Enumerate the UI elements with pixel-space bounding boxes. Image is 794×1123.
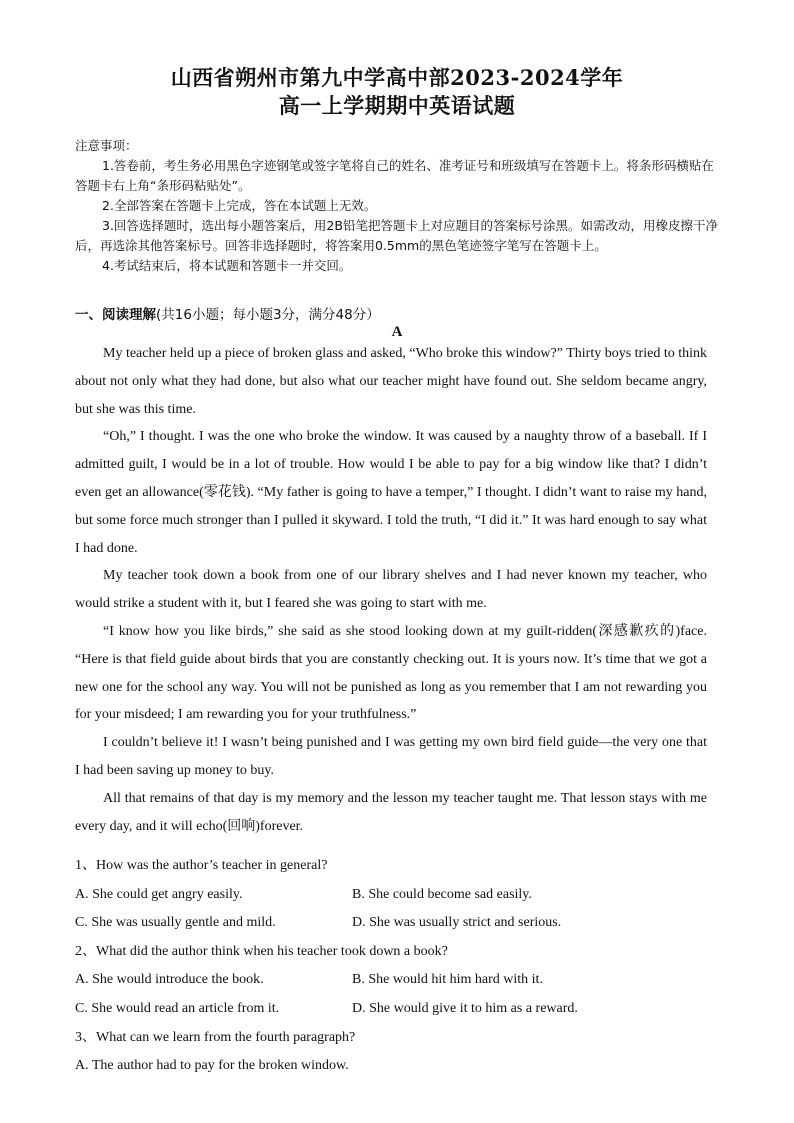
option-d: D. She was usually strict and serious. bbox=[352, 915, 562, 931]
option-c: C. She would read an article from it. bbox=[75, 1000, 280, 1016]
question-stem: 1、How was the author’s teacher in general? bbox=[75, 858, 328, 873]
option-row bbox=[75, 1052, 725, 1081]
notes-heading: 注意事项： bbox=[75, 138, 138, 153]
option-row bbox=[75, 909, 725, 938]
option-a: A. She could get angry easily. bbox=[75, 886, 243, 902]
exam-title-line1: 山西省朔州市第九中学高中部2023-2024学年 bbox=[170, 65, 624, 90]
passage-paragraph: “I know how you like birds,” she said as she stood looking down at my guilt-ridden(深感歉疚的)face. “Here is that field guide about birds that you are constantly checking out. It is yours now. It’s time that we got a new one for the school any way. You will not be punished as long as you remember that I am not rewarding you for your misdeed; I am rewarding you for your truthfulness.” bbox=[75, 623, 707, 723]
section-heading bbox=[75, 303, 725, 323]
passage-paragraph: All that remains of that day is my memory and the lesson my teacher taught me. That lesson stays with me every day, and it will echo(回响)forever. bbox=[75, 790, 707, 834]
option-a: A. She would introduce the book. bbox=[75, 972, 264, 988]
option-a: A. The author had to pay for the broken window. bbox=[75, 1058, 349, 1074]
section-detail: (共16小题；每小题3分，满分48分） bbox=[156, 307, 380, 323]
option-b: B. She could become sad easily. bbox=[352, 886, 532, 902]
passage-label: A bbox=[391, 324, 403, 340]
option-row bbox=[75, 995, 725, 1024]
question-list bbox=[75, 852, 725, 1081]
notes-item: 4.考试结束后，将本试题和答题卡一并交回。 bbox=[102, 258, 352, 273]
option-d: D. She would give it to him as a reward. bbox=[352, 1000, 578, 1016]
exam-title-line2: 高一上学期期中英语试题 bbox=[278, 93, 516, 118]
question-stem: 3、What can we learn from the fourth paragraph? bbox=[75, 1029, 356, 1045]
question-stem: 2、What did the author think when his teacher took down a book? bbox=[75, 943, 448, 959]
passage-paragraph: My teacher took down a book from one of our library shelves and I had never known my teacher, who would strike a student with it, but I feared she was going to start with me. bbox=[75, 568, 707, 612]
option-row bbox=[75, 881, 725, 910]
option-c: C. She was usually gentle and mild. bbox=[75, 915, 276, 931]
notes-item: 1.答卷前，考生务必用黑色字迹钢笔或签字笔将自己的姓名、准考证号和班级填写在答题卡上。将条形码横贴在答题卡右上角“条形码粘贴处”。 bbox=[75, 158, 714, 193]
passage-paragraph: I couldn’t believe it! I wasn’t being punished and I was getting my own bird field guide—the very one that I had been saving up money to buy. bbox=[75, 735, 707, 778]
notes-item: 2.全部答案在答题卡上完成，答在本试题上无效。 bbox=[102, 198, 377, 213]
section-label: 一、阅读理解 bbox=[75, 307, 156, 323]
notes-item: 3.回答选择题时，选出每小题答案后，用2B铅笔把答题卡上对应题目的答案标号涂黑。如需改动，用橡皮擦干净后，再选涂其他答案标号。回答非选择题时，将答案用0.5mm的黑色笔迹签字笔写在答题卡上。 bbox=[75, 218, 718, 253]
passage-paragraph: My teacher held up a piece of broken glass and asked, “Who broke this window?” Thirty boys tried to think about not only what they had done, but also what our teacher might have found out. She seldom became angry, but she was this time. bbox=[75, 346, 707, 417]
option-row bbox=[75, 966, 725, 995]
option-b: B. She would hit him hard with it. bbox=[352, 972, 543, 988]
reading-passage bbox=[75, 340, 707, 840]
passage-paragraph: “Oh,” I thought. I was the one who broke the window. It was caused by a naughty throw of a baseball. If I admitted guilt, I would be in a lot of trouble. How would I be able to pay for a big window like that? I didn’t even get an allowance(零花钱). “My father is going to have a temper,” I thought. I didn’t want to raise my hand, but some force much stronger than I pulled it skyward. I told the truth, “I did it.” It was hard enough to say what I had done. bbox=[75, 429, 707, 556]
exam-notes bbox=[75, 136, 725, 276]
